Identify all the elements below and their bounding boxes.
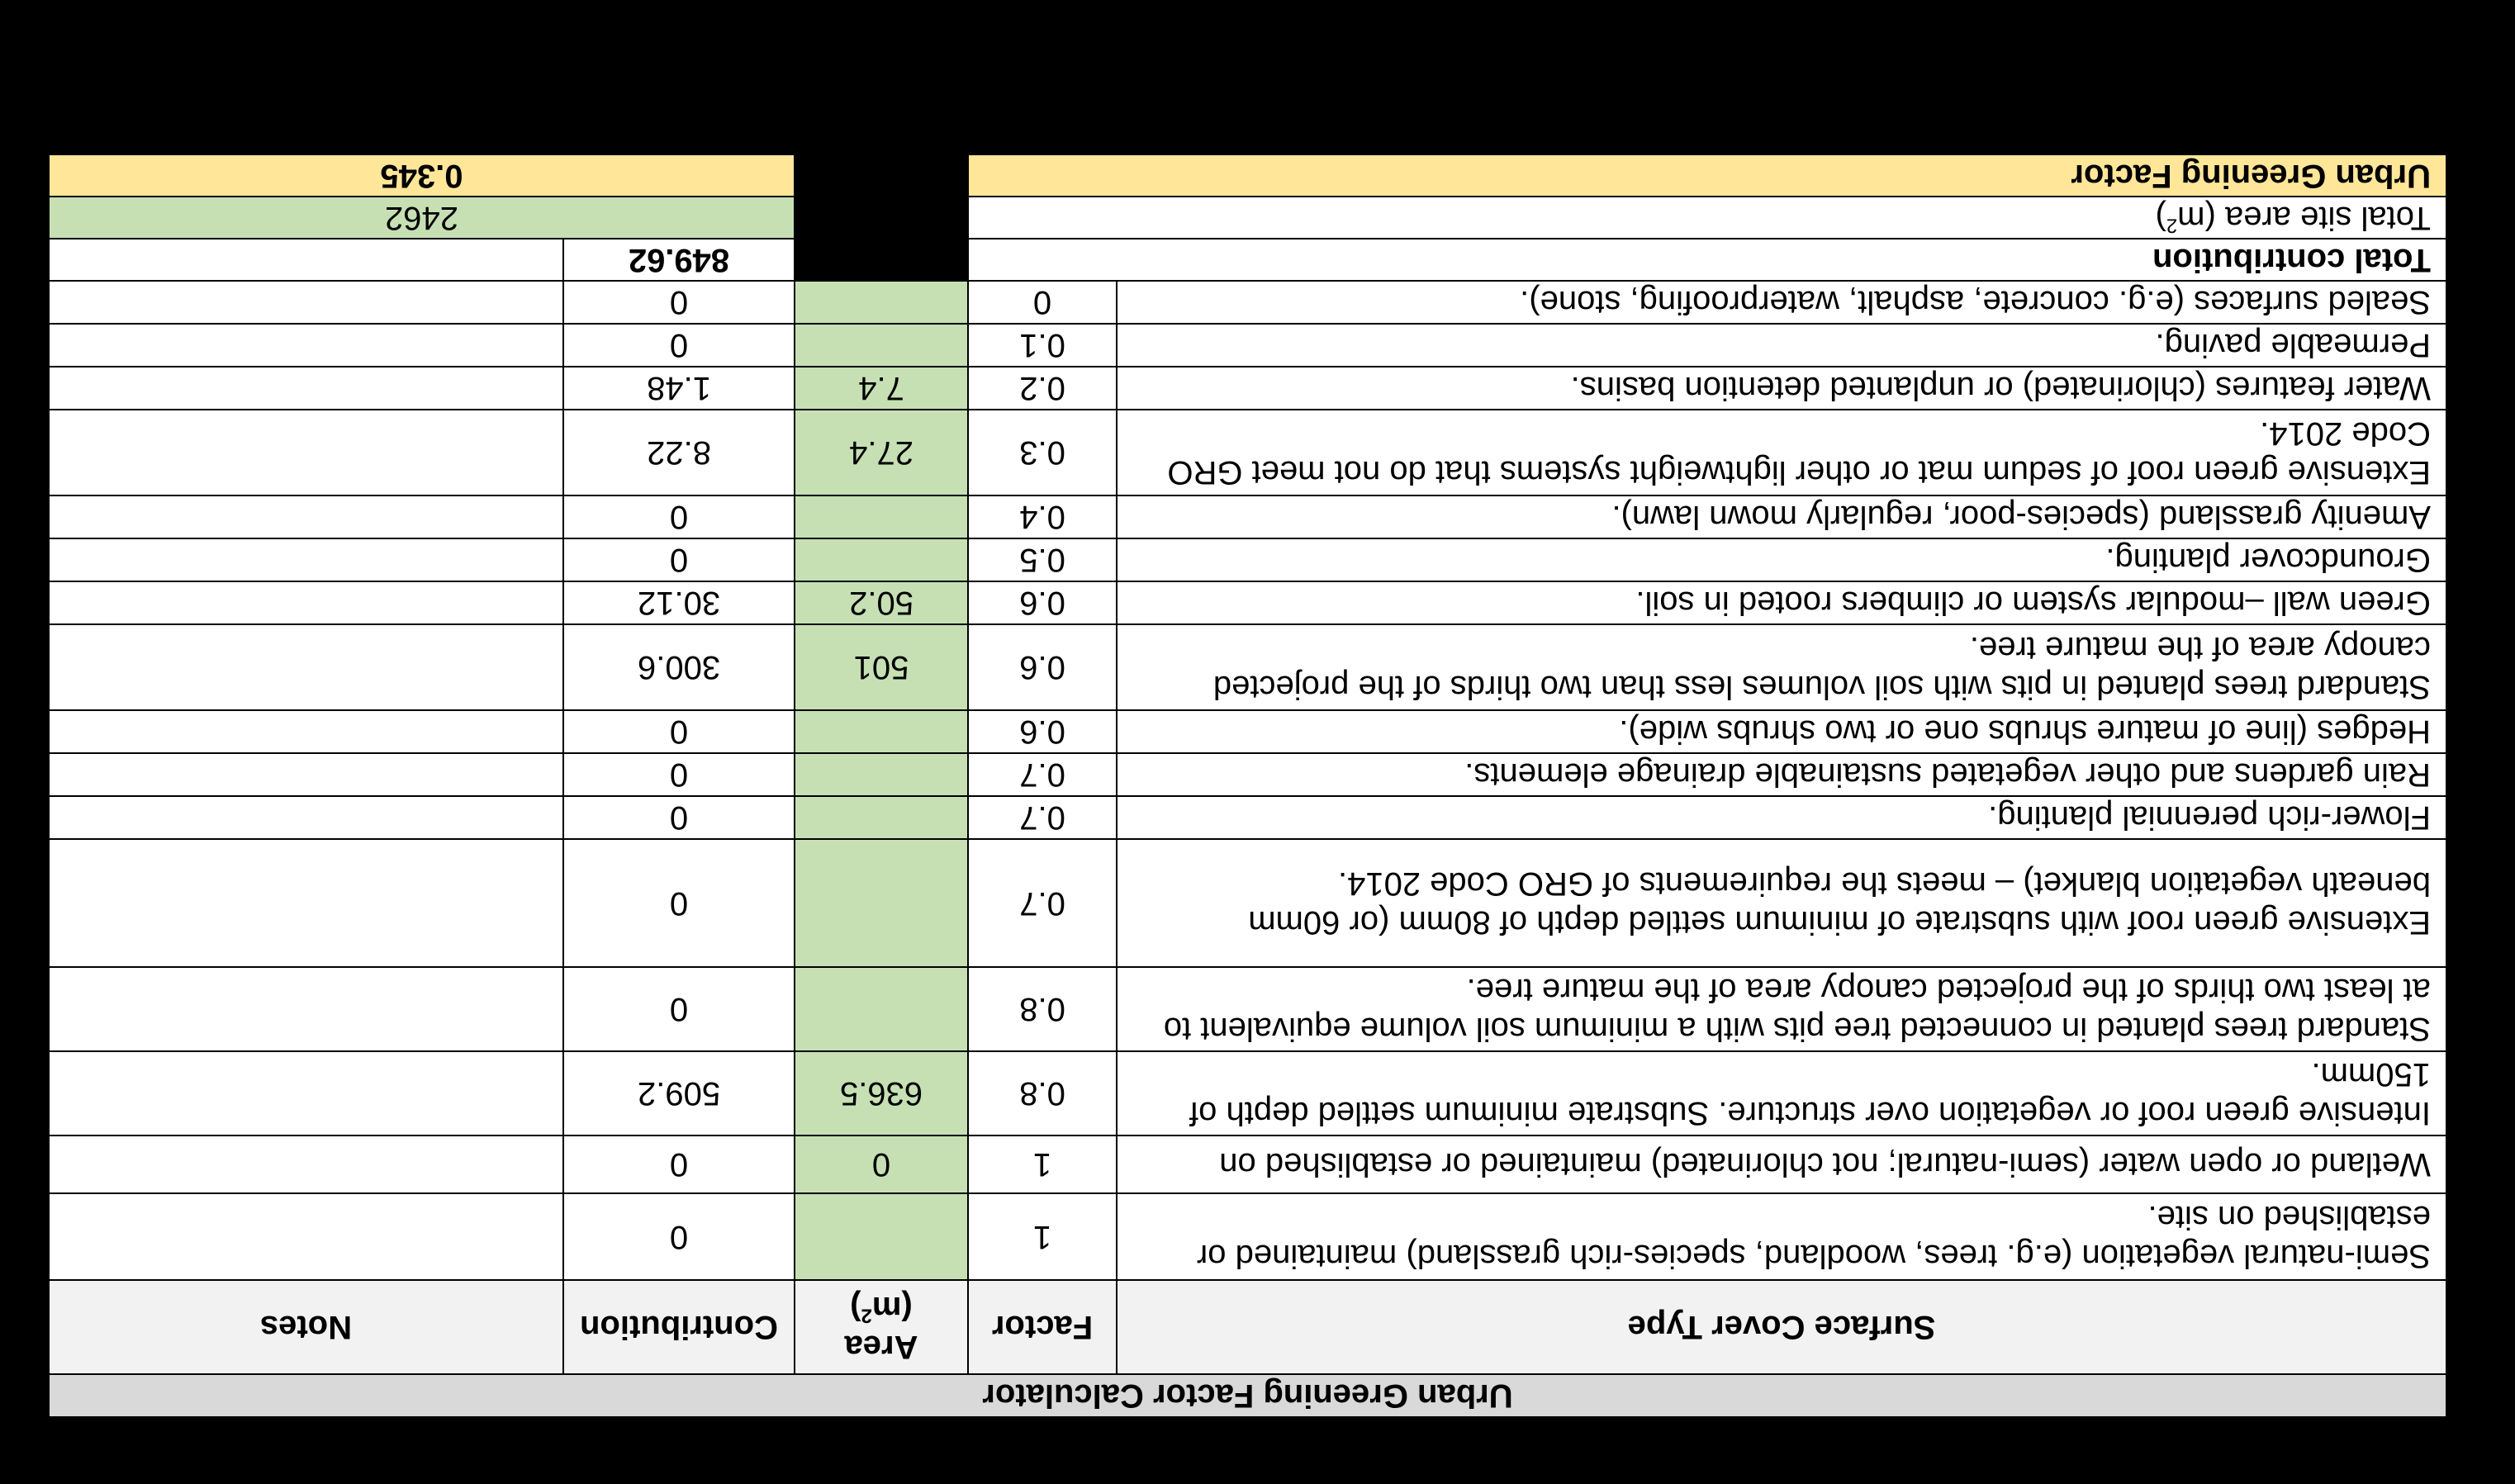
area-input-cell[interactable]: 501 [795,624,968,710]
total-contribution-value[interactable]: 849.62 [563,239,795,281]
contribution-cell: 0 [563,1136,795,1193]
table-row [49,839,2446,967]
area-input-cell[interactable] [795,710,968,753]
area-input-cell[interactable]: 27.4 [795,410,968,495]
table-row [49,753,2446,796]
notes-cell[interactable] [49,581,563,624]
area-input-cell[interactable] [795,538,968,581]
summary-gap [795,197,968,239]
notes-cell[interactable] [49,1136,563,1193]
table-row [49,324,2446,367]
table-row [49,410,2446,495]
contribution-cell: 0 [563,967,795,1051]
total-site-area-text: Total site area (m [2177,200,2431,236]
calculator-title: Urban Greening Factor Calculator [49,1374,2446,1417]
table-row [49,624,2446,710]
summary-rows [49,154,2446,281]
factor-cell: 0.3 [968,410,1117,495]
factor-cell: 0.6 [968,581,1117,624]
area-header-close: ) [850,1290,861,1326]
factor-cell: 1 [968,1193,1117,1280]
area-input-cell[interactable] [795,281,968,324]
contribution-cell: 1.48 [563,367,795,410]
notes-cell[interactable] [49,410,563,495]
total-contribution-notes[interactable] [49,239,563,281]
factor-cell: 0 [968,281,1117,324]
surface-cover-type-cell: Groundcover planting. [1117,538,2446,581]
surface-cover-type-cell: Extensive green roof of sedum mat or other lightweight systems that do not meet GRO Code 2014. [1117,410,2446,495]
contribution-cell: 0 [563,538,795,581]
table-row [49,581,2446,624]
factor-cell: 1 [968,1136,1117,1193]
notes-header: Notes [49,1280,563,1374]
area-input-cell[interactable] [795,839,968,967]
surface-cover-type-cell: Standard trees planted in pits with soil volumes less than two thirds of the projected canopy area of the mature tree. [1117,624,2446,710]
surface-cover-type-cell: Green wall –modular system or climbers rooted in soil. [1117,581,2446,624]
total-site-area-row [49,197,2446,239]
contribution-cell: 509.2 [563,1051,795,1136]
notes-cell[interactable] [49,367,563,410]
area-input-cell[interactable]: 7.4 [795,367,968,410]
table-row [49,538,2446,581]
notes-cell[interactable] [49,624,563,710]
surface-cover-type-header: Surface Cover Type [1117,1280,2446,1374]
surface-cover-type-cell: Permeable paving. [1117,324,2446,367]
table-row [49,367,2446,410]
surface-cover-type-cell: Sealed surfaces (e.g. concrete, asphalt, waterproofing, stone). [1117,281,2446,324]
area-input-cell[interactable] [795,796,968,839]
contribution-cell: 30.12 [563,581,795,624]
ugf-calculator-table [48,154,2447,1418]
notes-cell[interactable] [49,839,563,967]
notes-cell[interactable] [49,281,563,324]
contribution-header: Contribution [563,1280,795,1374]
surface-cover-type-cell: Wetland or open water (semi-natural; not chlorinated) maintained or established on [1117,1136,2446,1193]
header-row [49,1280,2446,1374]
factor-cell: 0.2 [968,367,1117,410]
summary-gap [795,154,968,197]
contribution-cell: 0 [563,1193,795,1280]
factor-cell: 0.4 [968,495,1117,538]
surface-cover-type-cell: Amenity grassland (species-poor, regularly mown lawn). [1117,495,2446,538]
contribution-cell: 8.22 [563,410,795,495]
total-site-area-close: ) [2155,200,2166,236]
surface-cover-type-cell: Semi-natural vegetation (e.g. trees, woodland, species-rich grassland) maintained or established on site. [1117,1193,2446,1280]
factor-cell: 0.8 [968,1051,1117,1136]
notes-cell[interactable] [49,753,563,796]
notes-cell[interactable] [49,324,563,367]
total-site-area-input[interactable]: 2462 [49,197,795,239]
notes-cell[interactable] [49,1051,563,1136]
area-header-label: Area (m [844,1290,918,1365]
contribution-cell: 0 [563,495,795,538]
contribution-cell: 300.6 [563,624,795,710]
total-site-area-label [968,197,2446,239]
summary-gap [795,239,968,281]
urban-greening-factor-value[interactable]: 0.345 [49,154,795,197]
table-row [49,796,2446,839]
table-row [49,281,2446,324]
surface-cover-type-cell: Water features (chlorinated) or unplanted detention basins. [1117,367,2446,410]
contribution-cell: 0 [563,281,795,324]
table-row [49,1051,2446,1136]
surface-cover-type-cell: Extensive green roof with substrate of minimum settled depth of 80mm (or 60mm beneath vegetation blanket) – meets the requirements of GRO Code 2014. [1117,839,2446,967]
notes-cell[interactable] [49,538,563,581]
surface-cover-type-cell: Rain gardens and other vegetated sustainable drainage elements. [1117,753,2446,796]
contribution-cell: 0 [563,839,795,967]
urban-greening-factor-label: Urban Greening Factor [968,154,2446,197]
contribution-cell: 0 [563,324,795,367]
notes-cell[interactable] [49,1193,563,1280]
area-input-cell[interactable]: 50.2 [795,581,968,624]
table-row [49,1136,2446,1193]
area-input-cell[interactable] [795,967,968,1051]
ugf-table-body [49,1280,2446,1417]
notes-cell[interactable] [49,710,563,753]
surface-cover-rows [49,281,2446,1280]
area-header [795,1280,968,1374]
area-header-unit: 2 [861,1304,872,1327]
factor-cell: 0.5 [968,538,1117,581]
area-input-cell[interactable]: 0 [795,1136,968,1193]
area-input-cell[interactable] [795,324,968,367]
surface-cover-type-cell: Flower-rich perennial planting. [1117,796,2446,839]
title-row [49,1374,2446,1417]
factor-cell: 0.6 [968,710,1117,753]
total-contribution-row [49,239,2446,281]
notes-cell[interactable] [49,495,563,538]
factor-cell: 0.6 [968,624,1117,710]
area-input-cell[interactable] [795,753,968,796]
table-row [49,495,2446,538]
factor-cell: 0.7 [968,796,1117,839]
total-contribution-label: Total contribution [968,239,2446,281]
factor-header: Factor [968,1280,1117,1374]
surface-cover-type-cell: Hedges (line of mature shrubs one or two shrubs wide). [1117,710,2446,753]
table-row [49,710,2446,753]
urban-greening-factor-row [49,154,2446,197]
contribution-cell: 0 [563,710,795,753]
factor-cell: 0.1 [968,324,1117,367]
contribution-cell: 0 [563,796,795,839]
factor-cell: 0.7 [968,753,1117,796]
notes-cell[interactable] [49,796,563,839]
surface-cover-type-cell: Standard trees planted in connected tree pits with a minimum soil volume equivalent to at least two thirds of the projected canopy area of the mature tree. [1117,967,2446,1051]
area-input-cell[interactable] [795,495,968,538]
contribution-cell: 0 [563,753,795,796]
area-input-cell[interactable] [795,1193,968,1280]
notes-cell[interactable] [49,967,563,1051]
table-row [49,1193,2446,1280]
surface-cover-type-cell: Intensive green roof or vegetation over structure. Substrate minimum settled depth of 150mm. [1117,1051,2446,1136]
area-input-cell[interactable]: 636.5 [795,1051,968,1136]
factor-cell: 0.8 [968,967,1117,1051]
total-site-area-unit: 2 [2166,214,2178,237]
table-row [49,967,2446,1051]
factor-cell: 0.7 [968,839,1117,967]
